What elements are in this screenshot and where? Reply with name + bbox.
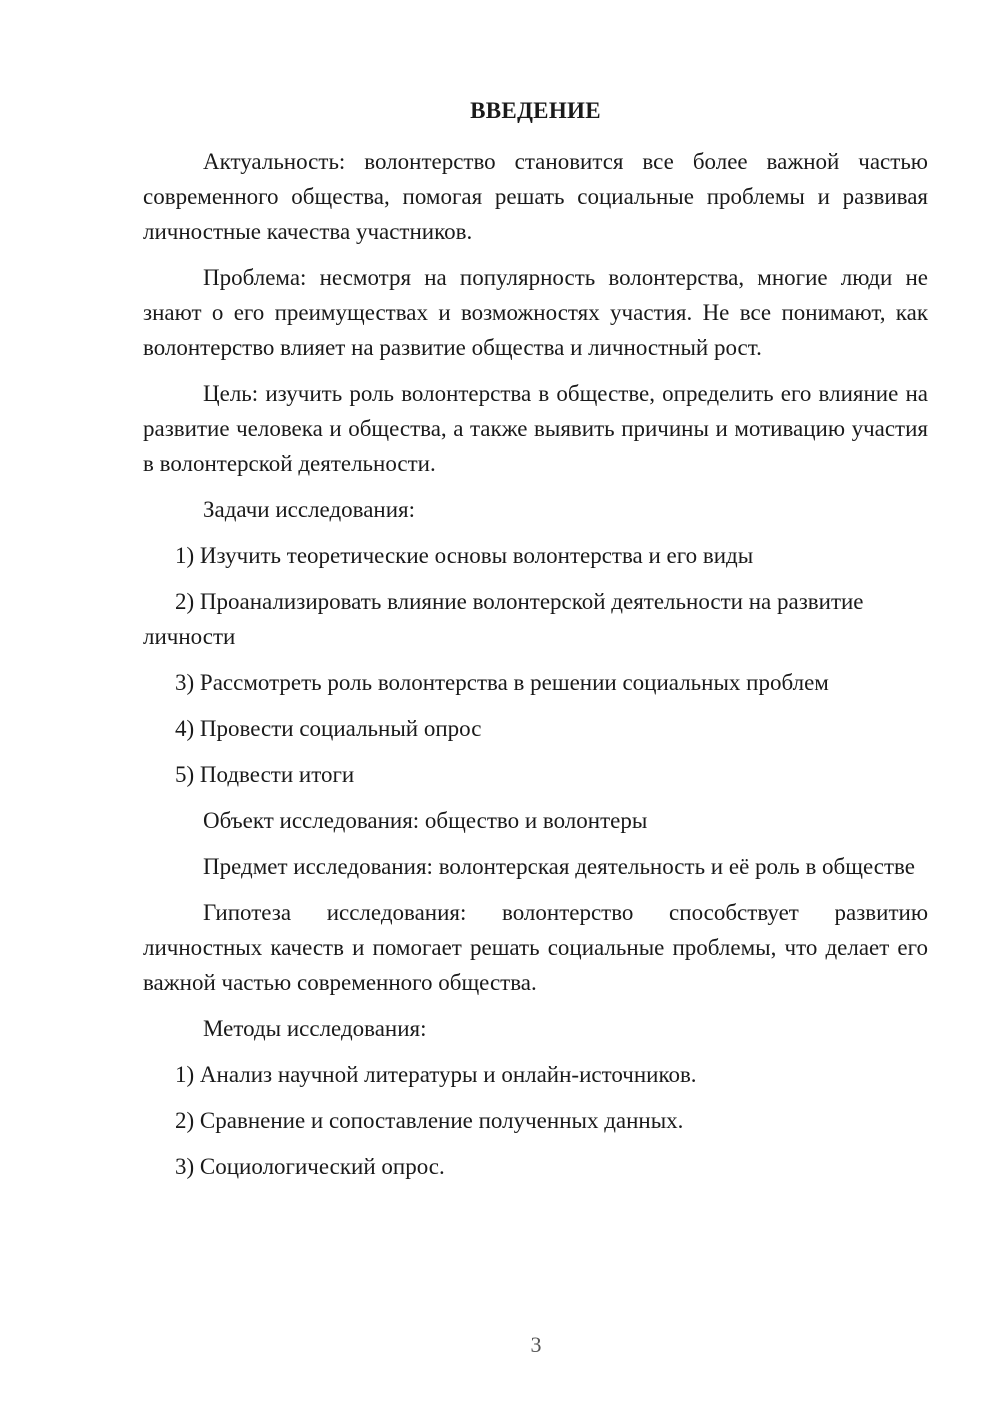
- method-item: 2) Сравнение и сопоставление полученных данных.: [175, 1108, 684, 1133]
- section-title: ВВЕДЕНИЕ: [470, 98, 601, 123]
- task-item: 2) Проанализировать влияние волонтерской деятельности на развитие личности: [143, 589, 864, 649]
- subject-paragraph: Предмет исследования: волонтерская деятельность и её роль в обществе: [203, 854, 915, 879]
- page-content: [143, 96, 928, 1195]
- page-number: 3: [530, 1332, 542, 1357]
- hypothesis-paragraph: Гипотеза исследования: волонтерство способствует развитию личностных качеств и помогает решать социальные проблемы, что делает его важной частью современного общества.: [143, 900, 928, 995]
- task-item: 3) Рассмотреть роль волонтерства в решении социальных проблем: [175, 670, 829, 695]
- task-item: 4) Провести социальный опрос: [175, 716, 482, 741]
- problem-paragraph: Проблема: несмотря на популярность волонтерства, многие люди не знают о его преимуществах и возможностях участия. Не все понимают, как волонтерство влияет на развитие общества и личностный рост.: [143, 265, 928, 360]
- method-item: 3) Социологический опрос.: [175, 1154, 445, 1179]
- task-item: 1) Изучить теоретические основы волонтерства и его виды: [175, 543, 754, 568]
- task-item: 5) Подвести итоги: [175, 762, 355, 787]
- method-item: 1) Анализ научной литературы и онлайн-источников.: [175, 1062, 697, 1087]
- tasks-heading: Задачи исследования:: [203, 497, 416, 522]
- relevance-paragraph: Актуальность: волонтерство становится все более важной частью современного общества, помогая решать социальные проблемы и развивая личностные качества участников.: [143, 149, 928, 244]
- goal-paragraph: Цель: изучить роль волонтерства в обществе, определить его влияние на развитие человека и общества, а также выявить причины и мотивацию участия в волонтерской деятельности.: [143, 381, 928, 476]
- methods-heading: Методы исследования:: [203, 1016, 427, 1041]
- object-paragraph: Объект исследования: общество и волонтеры: [203, 808, 648, 833]
